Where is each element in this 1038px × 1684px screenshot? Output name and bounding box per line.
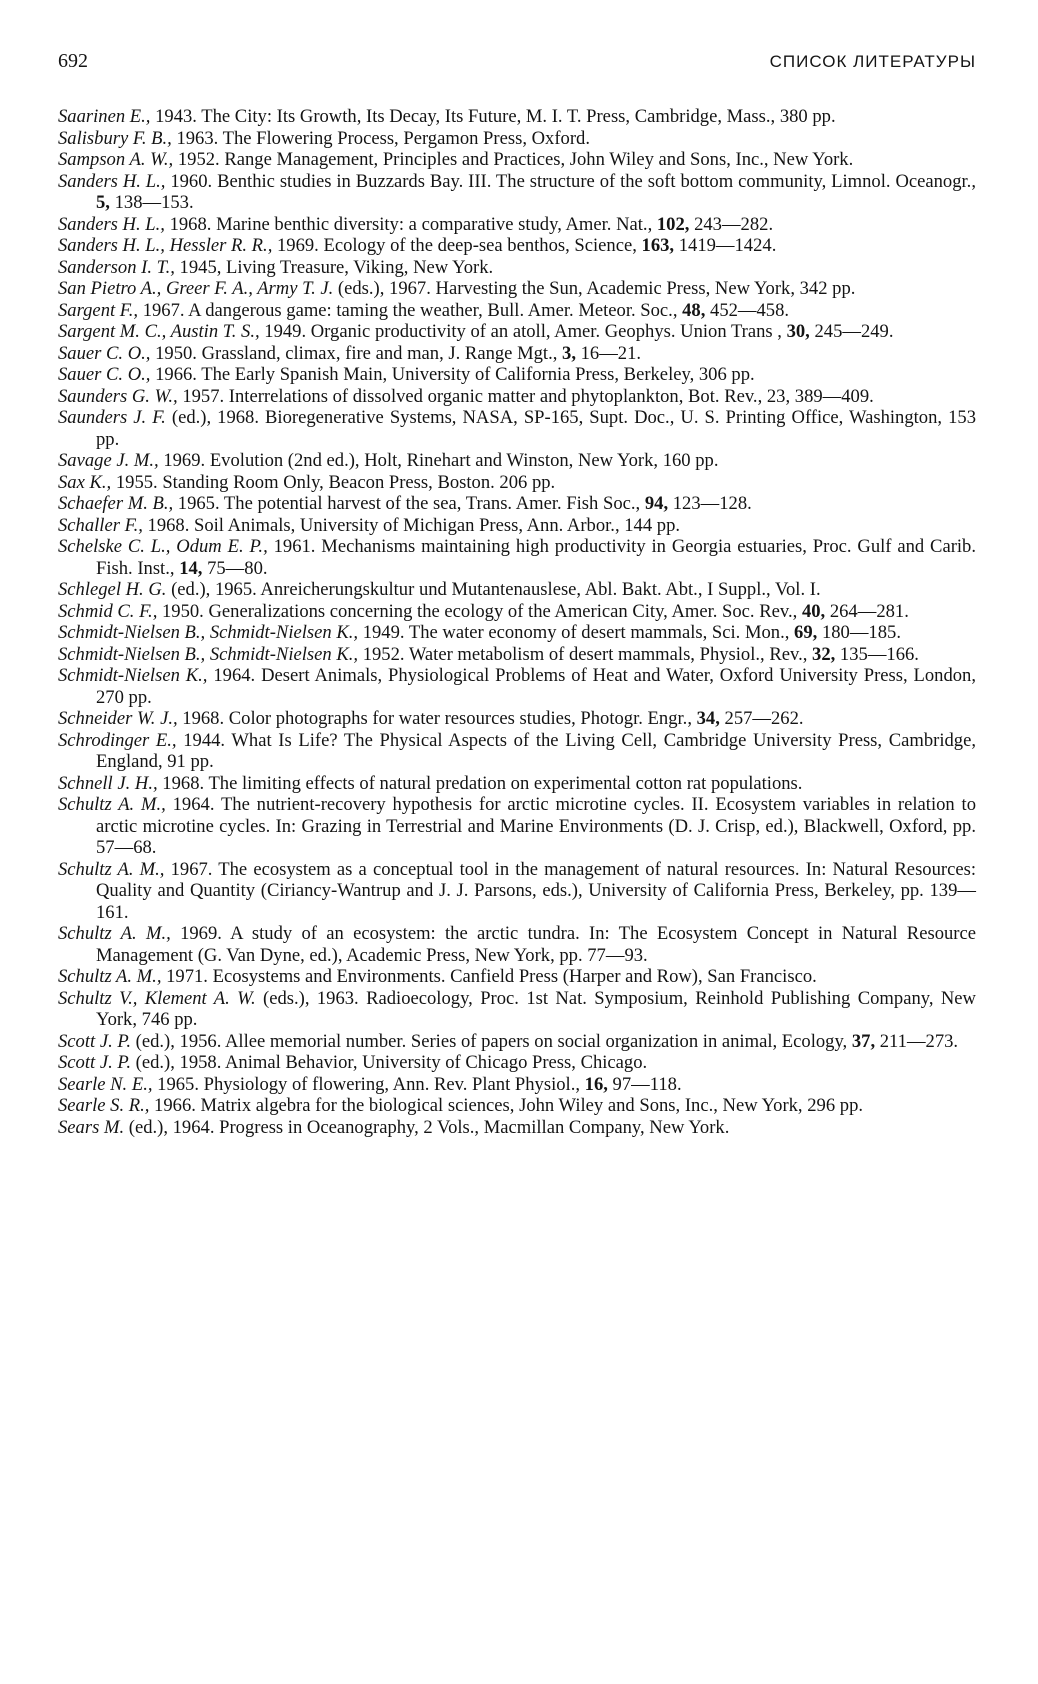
reference-author: Sanders H. L., bbox=[58, 213, 165, 235]
reference-volume: 69, bbox=[794, 622, 818, 643]
reference-entry bbox=[58, 1117, 976, 1139]
reference-author: Sears M. bbox=[58, 1116, 125, 1138]
reference-entry bbox=[58, 321, 976, 343]
reference-author: Schaller F., bbox=[58, 514, 143, 536]
reference-text: 1968. The limiting effects of natural predation on experimental cotton rat populations. bbox=[157, 772, 803, 794]
reference-author: Saunders G. W., bbox=[58, 385, 178, 407]
reference-pages: 75—80. bbox=[202, 557, 268, 579]
reference-entry bbox=[58, 493, 976, 515]
reference-pages: 135—166. bbox=[835, 643, 919, 665]
reference-pages: 180—185. bbox=[817, 622, 901, 643]
reference-entry bbox=[58, 730, 976, 773]
reference-author: Sargent M. C., Austin T. S., bbox=[58, 321, 260, 342]
reference-entry bbox=[58, 794, 976, 859]
reference-author: Schnell J. H., bbox=[58, 772, 158, 794]
reference-author: Saarinen E., bbox=[58, 106, 151, 127]
reference-entry bbox=[58, 343, 976, 365]
reference-author: Searle S. R., bbox=[58, 1095, 150, 1116]
reference-entry bbox=[58, 300, 976, 322]
reference-author: Schlegel H. G. bbox=[58, 579, 167, 600]
reference-text: 1969. A study of an ecosystem: the arctic tundra. In: The Ecosystem Concept in Natural Resource Management (G. Van Dyne, ed.), Academic Press, New York, pp. 77—93. bbox=[96, 923, 976, 966]
reference-entry bbox=[58, 622, 976, 644]
reference-entry bbox=[58, 472, 976, 494]
reference-text: 1963. The Flowering Process, Pergamon Press, Oxford. bbox=[171, 127, 590, 149]
reference-text: (ed.), 1965. Anreicherungskultur und Mutantenauslese, Abl. Bakt. Abt., I Suppl., Vol. I. bbox=[166, 579, 821, 600]
reference-text: (eds.), 1967. Harvesting the Sun, Academic Press, New York, 342 pp. bbox=[333, 278, 856, 299]
reference-volume: 30, bbox=[786, 321, 810, 342]
reference-pages: 16—21. bbox=[575, 342, 642, 364]
reference-text: 1969. Evolution (2nd ed.), Holt, Rinehart and Winston, New York, 160 pp. bbox=[158, 450, 719, 471]
reference-author: Schmid C. F., bbox=[58, 600, 158, 622]
reference-text: 1966. Matrix algebra for the biological sciences, John Wiley and Sons, Inc., New York, 296 pp. bbox=[149, 1095, 864, 1116]
reference-author: Schultz A. M., bbox=[58, 966, 162, 987]
reference-entry bbox=[58, 364, 976, 386]
reference-entry bbox=[58, 988, 976, 1031]
reference-entry bbox=[58, 235, 976, 257]
reference-author: Sauer C. O., bbox=[58, 342, 151, 364]
reference-entry bbox=[58, 214, 976, 236]
reference-entry bbox=[58, 106, 976, 128]
reference-volume: 34, bbox=[696, 708, 720, 729]
reference-text: 1952. Range Management, Principles and Practices, John Wiley and Sons, Inc., New York. bbox=[173, 149, 854, 170]
reference-entry bbox=[58, 708, 976, 730]
reference-entry bbox=[58, 773, 976, 795]
reference-text: 1968. Soil Animals, University of Michigan Press, Ann. Arbor., 144 pp. bbox=[142, 514, 681, 536]
reference-text: 1961. Mechanisms maintaining high productivity in Georgia estuaries, Proc. Gulf and Carib. Fish. Inst., bbox=[96, 536, 977, 579]
reference-author: Sanders H. L., Hessler R. R., bbox=[58, 235, 273, 256]
reference-entry bbox=[58, 278, 976, 300]
reference-author: Sauer C. O., bbox=[58, 364, 151, 385]
reference-author: Schmidt-Nielsen K., bbox=[58, 665, 208, 686]
reference-text: 1965. The potential harvest of the sea, Trans. Amer. Fish Soc., bbox=[173, 493, 645, 514]
reference-entry bbox=[58, 1074, 976, 1096]
reference-author: Sampson A. W., bbox=[58, 149, 174, 170]
reference-entry bbox=[58, 644, 976, 666]
reference-entry bbox=[58, 923, 976, 966]
reference-entry bbox=[58, 1095, 976, 1117]
reference-volume: 163, bbox=[641, 235, 675, 256]
reference-volume: 5, bbox=[96, 192, 110, 213]
reference-author: Searle N. E., bbox=[58, 1073, 153, 1095]
reference-text: 1967. A dangerous game: taming the weather, Bull. Amer. Meteor. Soc., bbox=[138, 299, 683, 321]
reference-text: 1952. Water metabolism of desert mammals, Physiol., Rev., bbox=[358, 643, 813, 665]
reference-pages: 123—128. bbox=[668, 493, 752, 514]
reference-pages: 245—249. bbox=[809, 321, 894, 342]
reference-text: 1968. Marine benthic diversity: a comparative study, Amer. Nat., bbox=[164, 213, 657, 235]
reference-text: 1967. The ecosystem as a conceptual tool in the management of natural resources. In: Natural Resources: Quality and Quantity (Ciriancy-Wantrup and J. J. Parsons, eds.), University of California Press, Berkeley, pp. 139—161. bbox=[96, 858, 976, 923]
reference-pages: 452—458. bbox=[705, 299, 790, 321]
reference-author: Schultz A. M., bbox=[58, 794, 166, 815]
reference-author: Scott J. P. bbox=[58, 1030, 131, 1052]
reference-volume: 94, bbox=[644, 493, 669, 514]
reference-entry bbox=[58, 966, 976, 988]
reference-author: Schelske C. L., Odum E. P., bbox=[58, 536, 268, 557]
reference-entry bbox=[58, 579, 976, 601]
reference-pages: 257—262. bbox=[719, 708, 804, 729]
reference-entry bbox=[58, 1031, 976, 1053]
reference-text: 1957. Interrelations of dissolved organic matter and phytoplankton, Bot. Rev., 23, 389—409. bbox=[177, 385, 874, 407]
reference-entry bbox=[58, 171, 976, 214]
reference-author: Scott J. P. bbox=[58, 1052, 131, 1073]
reference-author: Schaefer M. B., bbox=[58, 493, 174, 514]
reference-entry bbox=[58, 1052, 976, 1074]
reference-author: Schrodinger E., bbox=[58, 729, 177, 751]
reference-entry bbox=[58, 386, 976, 408]
reference-volume: 16, bbox=[584, 1073, 608, 1095]
reference-text: 1949. The water economy of desert mammals, Sci. Mon., bbox=[358, 622, 795, 643]
reference-entry bbox=[58, 536, 976, 579]
reference-entry bbox=[58, 407, 976, 450]
reference-text: 1969. Ecology of the deep-sea benthos, Science, bbox=[272, 235, 642, 256]
reference-text: 1965. Physiology of flowering, Ann. Rev. Plant Physiol., bbox=[152, 1073, 585, 1095]
reference-author: Schultz A. M., bbox=[58, 923, 171, 944]
reference-pages: 138—153. bbox=[109, 192, 194, 213]
reference-volume: 40, bbox=[801, 600, 826, 622]
reference-text: 1944. What Is Life? The Physical Aspects of the Living Cell, Cambridge University Press, Cambridge, England, 91 pp. bbox=[96, 729, 976, 772]
reference-volume: 32, bbox=[812, 643, 836, 665]
reference-text: 1960. Benthic studies in Buzzards Bay. III. The structure of the soft bottom community, Limnol. Oceanogr., bbox=[165, 170, 976, 192]
reference-author: Sanderson I. T., bbox=[58, 256, 175, 278]
reference-volume: 3, bbox=[562, 342, 576, 364]
reference-entry bbox=[58, 665, 976, 708]
reference-text: (ed.), 1964. Progress in Oceanography, 2 Vols., Macmillan Company, New York. bbox=[124, 1116, 730, 1138]
reference-text: 1950. Grassland, climax, fire and man, J. Range Mgt., bbox=[150, 342, 563, 364]
reference-text: 1945, Living Treasure, Viking, New York. bbox=[174, 256, 494, 278]
reference-text: 1949. Organic productivity of an atoll, Amer. Geophys. Union Trans , bbox=[259, 321, 787, 342]
reference-text: (eds.), 1963. Radioecology, Proc. 1st Nat. Symposium, Reinhold Publishing Company, New York, 746 pp. bbox=[96, 987, 976, 1030]
reference-text: 1943. The City: Its Growth, Its Decay, Its Future, M. I. T. Press, Cambridge, Mass., 380 pp. bbox=[150, 106, 836, 127]
reference-entry bbox=[58, 450, 976, 472]
reference-author: Schneider W. J., bbox=[58, 708, 178, 729]
reference-pages: 97—118. bbox=[607, 1073, 682, 1095]
reference-text: 1966. The Early Spanish Main, University of California Press, Berkeley, 306 pp. bbox=[150, 364, 755, 385]
reference-author: San Pietro A., Greer F. A., Army T. J. bbox=[58, 278, 334, 299]
reference-pages: 1419—1424. bbox=[674, 235, 777, 256]
reference-text: (ed.), 1956. Allee memorial number. Series of papers on social organization in animal, Ecology, bbox=[131, 1030, 852, 1052]
reference-list bbox=[58, 106, 976, 1138]
reference-pages: 264—281. bbox=[825, 600, 909, 622]
reference-text: 1964. The nutrient-recovery hypothesis for arctic microtine cycles. II. Ecosystem variables in relation to arctic microtine cycles. In: Grazing in Terrestrial and Marine Environments (D. J. Crisp, ed.), Blackwell, Oxford, pp. 57—68. bbox=[96, 794, 976, 858]
reference-pages: 211—273. bbox=[875, 1030, 959, 1052]
reference-author: Sanders H. L., bbox=[58, 170, 166, 192]
reference-entry bbox=[58, 515, 976, 537]
page-number: 692 bbox=[58, 50, 88, 72]
page-header bbox=[58, 50, 976, 76]
reference-author: Saunders J. F. bbox=[58, 407, 166, 428]
reference-author: Schmidt-Nielsen B., Schmidt-Nielsen K., bbox=[58, 622, 359, 643]
reference-author: Sargent F., bbox=[58, 299, 139, 321]
reference-text: 1955. Standing Room Only, Beacon Press, Boston. 206 pp. bbox=[111, 471, 556, 493]
reference-entry bbox=[58, 601, 976, 623]
reference-text: (ed.), 1958. Animal Behavior, University of Chicago Press, Chicago. bbox=[131, 1052, 648, 1073]
reference-author: Schultz A. M., bbox=[58, 858, 165, 880]
reference-pages: 243—282. bbox=[689, 213, 774, 235]
reference-text: 1968. Color photographs for water resources studies, Photogr. Engr., bbox=[177, 708, 697, 729]
reference-volume: 14, bbox=[179, 557, 203, 579]
reference-entry bbox=[58, 128, 976, 150]
reference-text: (ed.), 1968. Bioregenerative Systems, NASA, SP-165, Supt. Doc., U. S. Printing Office, Washington, 153 pp. bbox=[96, 407, 976, 450]
reference-text: 1971. Ecosystems and Environments. Canfield Press (Harper and Row), San Francisco. bbox=[161, 966, 817, 987]
reference-author: Schultz V., Klement A. W. bbox=[58, 987, 256, 1009]
reference-author: Salisbury F. B., bbox=[58, 127, 172, 149]
reference-text: 1964. Desert Animals, Physiological Problems of Heat and Water, Oxford University Press, London, 270 pp. bbox=[96, 665, 977, 708]
reference-entry bbox=[58, 859, 976, 924]
reference-text: 1950. Generalizations concerning the ecology of the American City, Amer. Soc. Rev., bbox=[157, 600, 802, 622]
reference-author: Savage J. M., bbox=[58, 450, 159, 471]
reference-volume: 37, bbox=[851, 1030, 876, 1052]
reference-entry bbox=[58, 257, 976, 279]
reference-entry bbox=[58, 149, 976, 171]
reference-volume: 48, bbox=[682, 299, 706, 321]
reference-author: Sax K., bbox=[58, 471, 112, 493]
running-head: СПИСОК ЛИТЕРАТУРЫ bbox=[769, 52, 976, 71]
reference-author: Schmidt-Nielsen B., Schmidt-Nielsen K., bbox=[58, 643, 359, 665]
reference-volume: 102, bbox=[656, 213, 690, 235]
